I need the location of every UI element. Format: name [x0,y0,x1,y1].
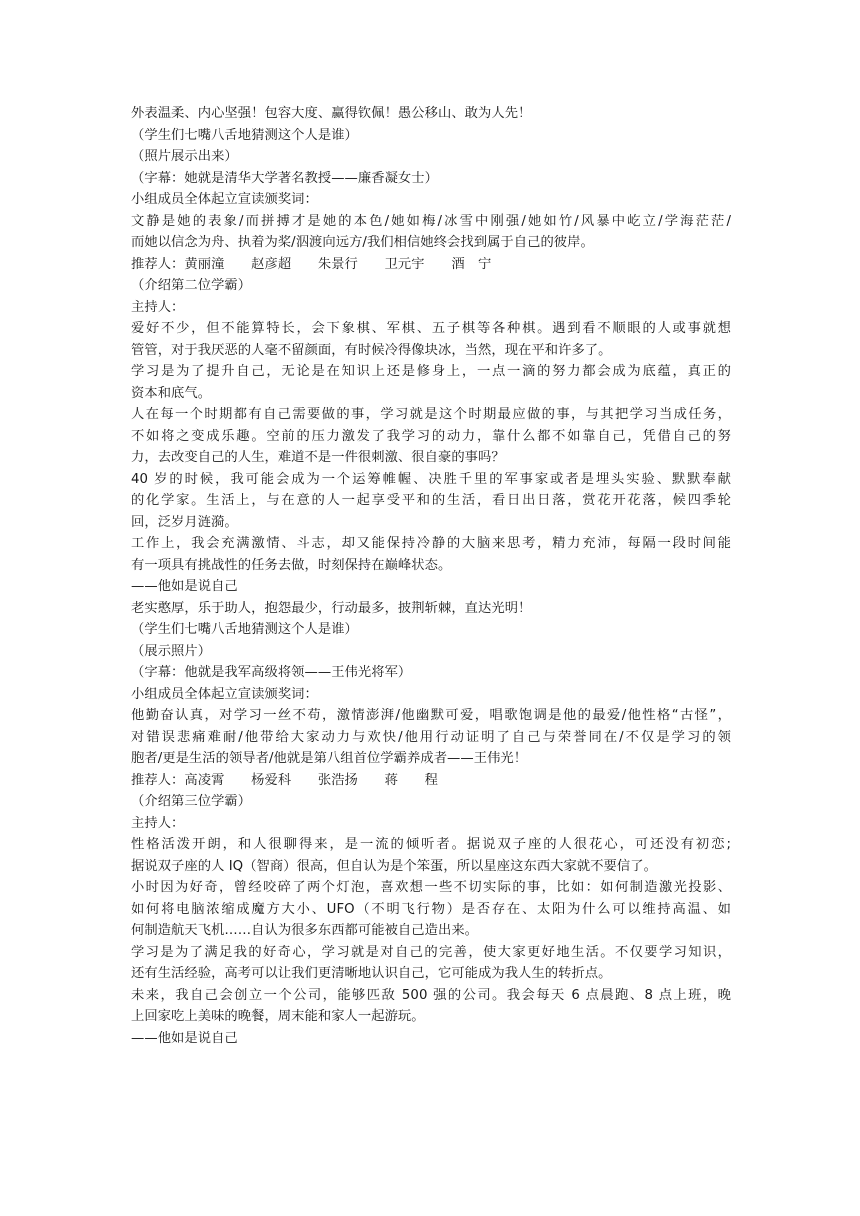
text-line: 管管，对于我厌恶的人毫不留颜面，有时候冷得像块冰，当然，现在平和许多了。 [131,342,612,358]
text-line: 力，去改变自己的人生，难道不是一件很刺激、很自豪的事吗？ [131,450,505,465]
text-line: 推荐人：高凌霄 杨爱科 张浩扬 蒋 程 [131,772,438,788]
text-line: （字幕：他就是我军高级将领——王伟光将军） [131,665,412,680]
text-line: 性格活泼开朗，和人很聊得来，是一流的倾听者。据说双子座的人很花心，可还没有初恋; [131,837,731,852]
text-line: 学习是为了提升自己，无论是在知识上还是修身上，一点一滴的努力都会成为底蕴，真正的 [131,364,731,379]
text-line: 上回家吃上美味的晚餐，周末能和家人一起游玩。 [131,1009,425,1024]
text-line: 未来，我自己会创立一个公司，能够匹敌 500 强的公司。我会每天 6 点晨跑、8 点上班，晚 [131,987,731,1003]
text-line: 主持人： [131,299,185,315]
text-line: （学生们七嘴八舌地猜测这个人是谁） [131,127,358,143]
text-line: 的化学家。生活上，与在意的人一起享受平和的生活，看日出日落，赏花开花落，候四季轮 [131,493,731,508]
text-line: 爱好不少，但不能算特长，会下象棋、军棋、五子棋等各种棋。遇到看不顺眼的人或事就想 [131,321,731,336]
text-line: 还有生活经验，高考可以让我们更清晰地认识自己，它可能成为我人生的转折点。 [131,966,612,981]
text-line: （介绍第三位学霸） [131,794,252,809]
text-line: 据说双子座的人 IQ（智商）很高，但自认为是个笨蛋，所以星座这东西大家就不要信了。 [131,858,657,874]
text-line: （展示照片） [131,643,212,659]
text-line: 小组成员全体起立宣读颁奖词： [131,192,318,207]
text-line: （字幕：她就是清华大学著名教授——廉香凝女士） [131,170,438,186]
text-line: ——他如是说自己 [131,1030,238,1046]
text-line: 而她以信念为舟、执着为桨/泅渡向远方/我们相信她终会找到属于自己的彼岸。 [131,235,594,250]
text-line: ——他如是说自己 [131,579,238,594]
text-line: 小时因为好奇，曾经咬碎了两个灯泡，喜欢想一些不切实际的事，比如：如何制造激光投影、 [131,880,731,895]
text-line: 人在每一个时期都有自己需要做的事，学习就是这个时期最应做的事，与其把学习当成任务， [131,407,731,422]
document-body [131,103,731,1049]
text-line: 小组成员全体起立宣读颁奖词： [131,686,318,702]
text-line: 有一项具有挑战性的任务去做，时刻保持在巅峰状态。 [131,557,452,573]
text-line: 胞者/更是生活的领导者/他就是第八组首位学霸养成者——王伟光！ [131,751,528,766]
text-line: 回，泛岁月涟漪。 [131,514,238,530]
text-line: 学习是为了满足我的好奇心，学习就是对自己的完善，使大家更好地生活。不仅要学习知识， [131,944,731,960]
text-line: 何制造航天飞机……自认为很多东西都可能被自己造出来。 [131,923,479,938]
text-line: 对错误悲痛难耐/他带给大家动力与欢快/他用行动证明了自己与荣誉同在/不仅是学习的领 [131,729,731,745]
text-line: 文静是她的表象/而拼搏才是她的本色/她如梅/冰雪中刚强/她如竹/风暴中屹立/学海茫茫/ [131,213,731,229]
text-line: （介绍第二位学霸） [131,278,252,293]
text-line: （照片展示出来） [131,149,238,164]
text-line: 外表温柔、内心坚强！包容大度、赢得钦佩！愚公移山、敢为人先！ [131,106,532,121]
text-line: 老实憨厚，乐于助人，抱怨最少，行动最多，披荆斩棘，直达光明！ [131,600,532,616]
text-line: 主持人： [131,815,185,831]
text-line: 不如将之变成乐趣。空前的压力激发了我学习的动力，靠什么都不如靠自己，凭借自己的努 [131,428,731,444]
text-line: （学生们七嘴八舌地猜测这个人是谁） [131,622,358,637]
text-line: 资本和底气。 [131,385,212,401]
text-line: 推荐人：黄丽潼 赵彦超 朱景行 卫元宇 酒 宁 [131,256,492,272]
text-line: 工作上，我会充满激情、斗志，却又能保持冷静的大脑来思考，精力充沛，每隔一段时间能 [131,536,731,551]
text-line: 40 岁的时候，我可能会成为一个运筹帷幄、决胜千里的军事家或者是埋头实验、默默奉献 [131,471,731,487]
text-line: 如何将电脑浓缩成魔方大小、UFO（不明飞行物）是否存在、太阳为什么可以维持高温、如 [131,901,731,917]
text-line: 他勤奋认真，对学习一丝不苟，激情澎湃/他幽默可爱，唱歌饱调是他的最爱/他性格“古怪”， [131,708,731,723]
